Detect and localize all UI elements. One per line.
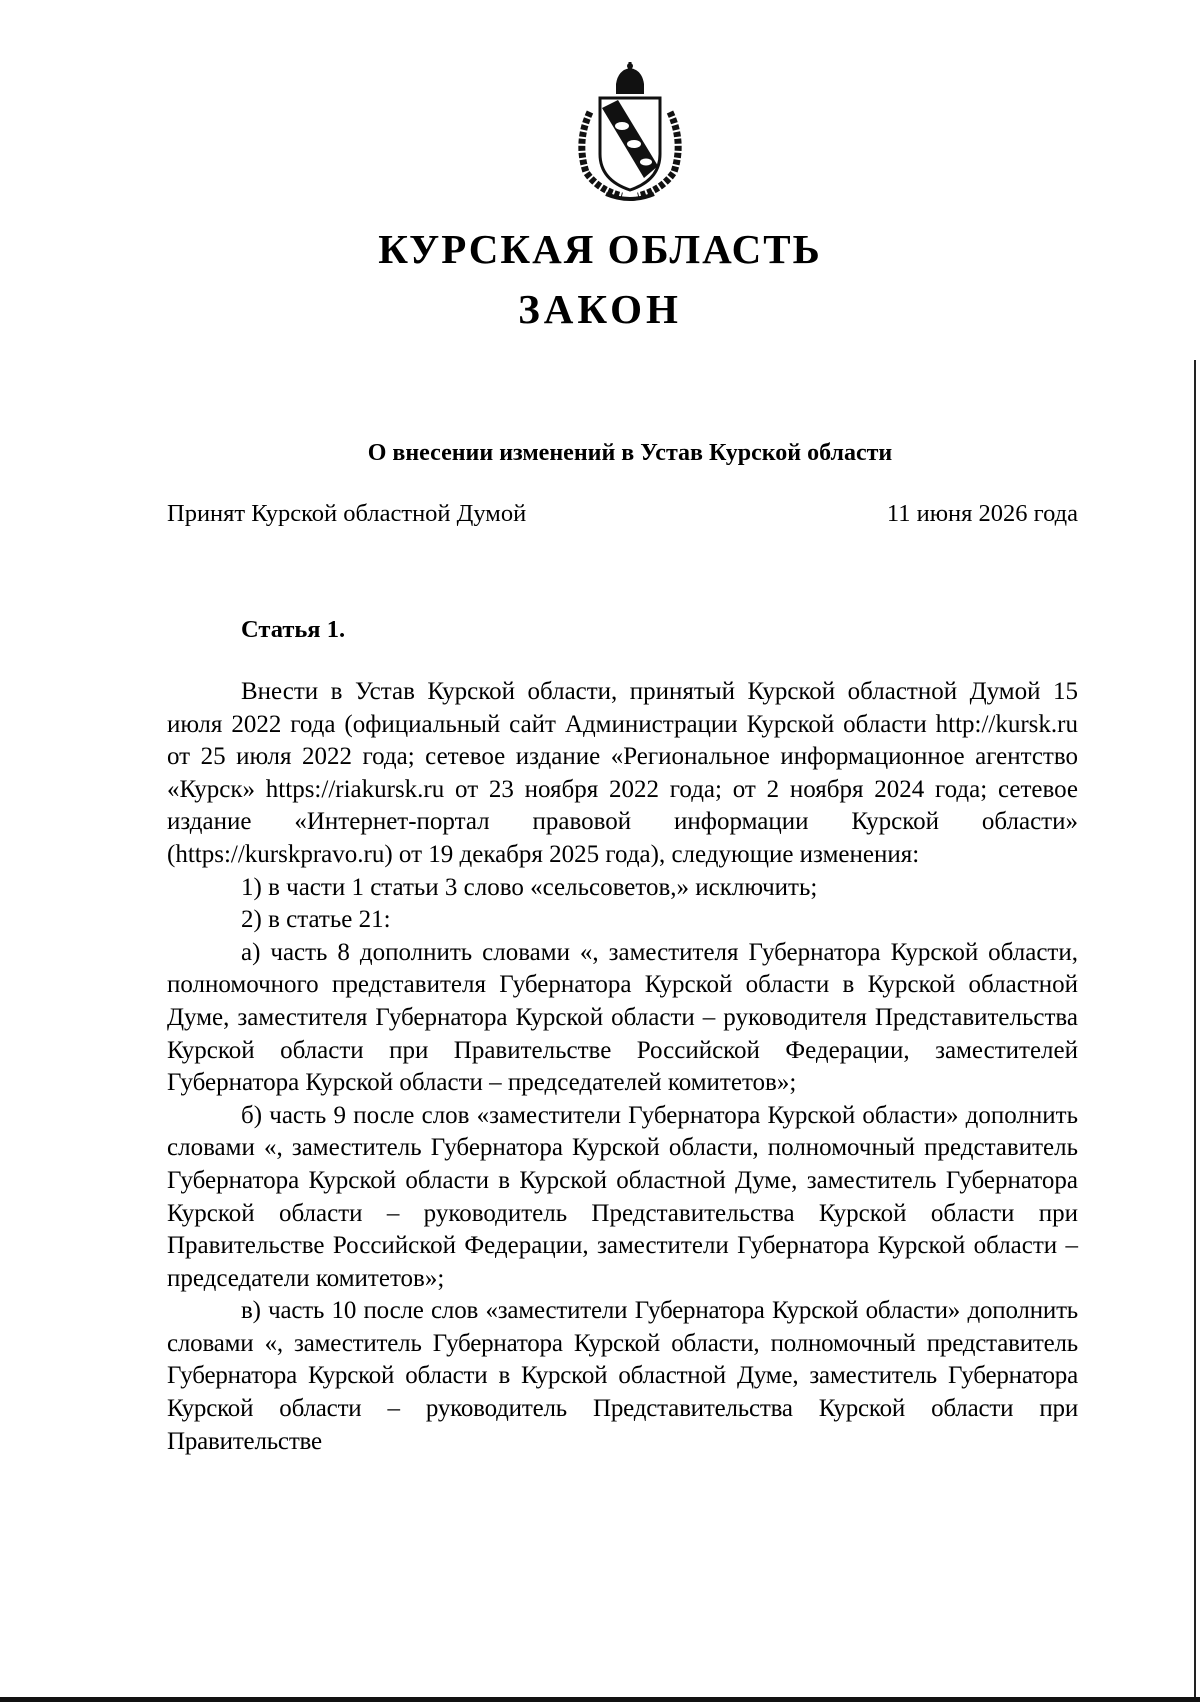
adopted-date: 11 июня 2026 года bbox=[886, 500, 1078, 527]
law-title: О внесении изменений в Устав Курской области bbox=[367, 440, 893, 466]
document-type-heading: ЗАКОН bbox=[518, 286, 682, 332]
paragraph-intro: Внести в Устав Курской области, принятый Курской областной Думой 15 июля 2022 года (официальный сайт Администрации Курской области http://kursk.ru от 25 июля 2022 года; сетевое издание «Региональное информационное агентство «Курск» https://riakursk.ru от 23 ноября 2022 года; от 2 ноября 2024 года; сетевое издание «Интернет-портал правовой информации Курской области» (https://kurskpravo.ru) от 19 декабря 2025 года), следующие изменения: bbox=[167, 678, 1078, 868]
article-body bbox=[167, 676, 1078, 1458]
kursk-coat-of-arms-icon bbox=[572, 62, 688, 204]
scan-edge-bottom bbox=[0, 1697, 1200, 1702]
article-heading: Статья 1. bbox=[241, 616, 346, 643]
paragraph-item-1: 1) в части 1 статьи 3 слово «сельсоветов,» исключить; bbox=[241, 873, 818, 901]
adopted-by: Принят Курской областной Думой bbox=[167, 500, 527, 527]
scan-edge-right bbox=[1194, 360, 1196, 1702]
paragraph-subitem-a: а) часть 8 дополнить словами «, заместителя Губернатора Курской области, полномочного представителя Губернатора Курской области в Курской областной Думе, заместителя Губернатора Курской области – руководителя Представительства Курской области при Правительстве Российской Федерации, заместителей Губернатора Курской области – председателей комитетов»; bbox=[167, 938, 1078, 1097]
region-heading: КУРСКАЯ ОБЛАСТЬ bbox=[378, 226, 822, 272]
paragraph-subitem-b: б) часть 9 после слов «заместители Губернатора Курской области» дополнить словами «, заместитель Губернатора Курской области, полномочный представитель Губернатора Курской области в Курской областной Думе, заместитель Губернатора Курской области – руководитель Представительства Курской области при Правительстве Российской Федерации, заместители Губернатора Курской области – председатели комитетов»; bbox=[167, 1101, 1078, 1292]
paragraph-subitem-v: в) часть 10 после слов «заместители Губернатора Курской области» дополнить словами «, заместитель Губернатора Курской области, полномочный представитель Губернатора Курской области в Курской областной Думе, заместитель Губернатора Курской области – руководитель Представительства Курской области при Правительстве bbox=[167, 1297, 1078, 1455]
paragraph-item-2: 2) в статье 21: bbox=[241, 906, 391, 934]
